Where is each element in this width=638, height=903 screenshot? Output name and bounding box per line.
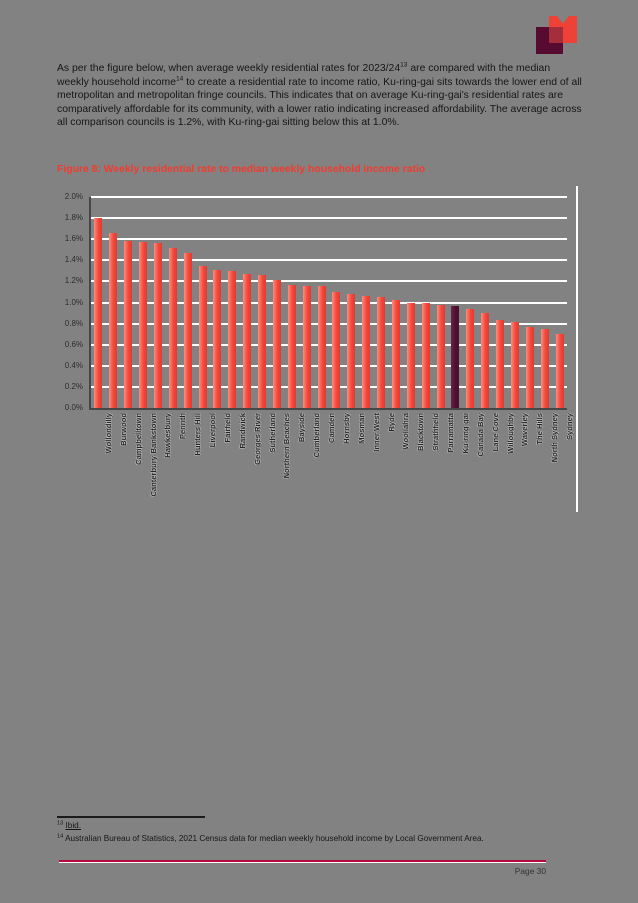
footnote-ref-13: 13: [400, 61, 408, 69]
chart-bar-ku-ring-gai: [451, 306, 459, 408]
chart-bar-parramatta: [437, 305, 445, 408]
gridline: [91, 259, 567, 261]
x-axis-tick-label: Wollondilly: [103, 413, 113, 454]
chart-bar-penrith: [169, 248, 177, 408]
chart-bar-bayside: [288, 285, 296, 408]
x-axis-tick-label: Sydney: [565, 413, 575, 441]
y-axis-tick-label: 0.4%: [64, 360, 83, 370]
x-axis-tick-label: Willoughby: [505, 413, 515, 454]
chart-bar-north-sydney: [541, 329, 549, 408]
x-axis-tick-label: Mosman: [356, 413, 366, 444]
chart-bar-fairfield: [213, 270, 221, 408]
x-axis-tick-label: Burwood: [118, 413, 128, 446]
chart-bar-burwood: [109, 233, 117, 408]
footnote-13-link[interactable]: Ibid.: [65, 821, 81, 830]
chart-bar-inner-west: [362, 296, 370, 408]
chart-bar-wollondilly: [94, 218, 102, 408]
chart-bar-randwick: [228, 271, 236, 408]
x-axis-tick-label: Woollahra: [401, 413, 411, 450]
chart-bar-sydney: [556, 334, 564, 408]
y-axis-tick-label: 1.8%: [64, 213, 83, 223]
page-number: Page 30: [514, 866, 546, 876]
x-axis-tick-label: Camden: [327, 413, 337, 443]
x-axis-tick-label: Inner West: [371, 413, 381, 452]
x-axis-tick-label: Blacktown: [416, 413, 426, 451]
chart-bar-campbelltown: [124, 241, 132, 408]
x-axis-tick-label: Penrith: [178, 413, 188, 440]
chart-bar-woollahra: [392, 300, 400, 408]
y-axis-tick-label: 0.2%: [64, 381, 83, 391]
footnote-14-text: Australian Bureau of Statistics, 2021 Census data for median weekly household income by Local Government Area.: [65, 833, 484, 843]
x-axis-tick-label: Liverpool: [208, 413, 218, 448]
x-axis-tick-label: Strathfield: [431, 413, 441, 451]
x-axis-tick-label: Northern Beaches: [282, 413, 292, 479]
chart-bar-strathfield: [422, 303, 430, 409]
x-axis-tick-label: Canada Bay: [475, 413, 485, 457]
chart-bar-cumberland: [303, 286, 311, 408]
bar-chart: [57, 190, 580, 524]
chart-plot-area: [64, 192, 575, 497]
x-axis-tick-label: Lane Cove: [490, 413, 500, 452]
x-axis-tick-label: Hawkesbury: [163, 413, 173, 458]
x-axis-tick-label: Hunters Hill: [193, 413, 203, 456]
y-axis-tick-label: 1.2%: [64, 276, 83, 286]
y-axis-tick-label: 1.6%: [64, 234, 83, 244]
x-axis-tick-label: Bayside: [297, 413, 307, 443]
chart-bar-the-hills: [526, 327, 534, 408]
intro-text-3: to create a residential rate to income ratio, Ku-ring-gai sits towards the lower end of all metropolitan and metropolitan fringe councils. This indicates that on average Ku-ring-gai's residential rates are comparatively affordable for its community, with a lower ratio indicating increased affordability. The average across all comparison councils is 1.2%, with Ku-ring-gai sitting below this at 1.0%.: [57, 76, 582, 129]
chart-bar-sutherland: [258, 275, 266, 408]
x-axis-tick-label: Fairfield: [222, 413, 232, 443]
footnote-14-marker: 14: [57, 833, 64, 840]
gridline: [91, 217, 567, 219]
x-axis-tick-label: Canterbury-Bankstown: [148, 413, 158, 497]
gridline: [91, 302, 567, 304]
x-axis-tick-label: North Sydney: [550, 413, 560, 463]
council-logo: [536, 16, 578, 55]
y-axis-tick-label: 0.8%: [64, 318, 83, 328]
gridline: [91, 238, 567, 240]
intro-text-1: As per the figure below, when average weekly residential rates for 2023/24: [57, 63, 401, 74]
footnotes: [57, 820, 584, 846]
x-axis-tick-label: Georges River: [252, 413, 262, 465]
chart-bar-hornsby: [332, 292, 340, 408]
x-axis-tick-label: Parramatta: [446, 413, 456, 453]
gridline: [91, 280, 567, 282]
chart-bar-lane-cove: [481, 313, 489, 408]
x-axis-tick-label: Hornsby: [341, 413, 351, 444]
x-axis-tick-label: Waverley: [520, 413, 530, 447]
footer-rule: [59, 860, 546, 863]
chart-bar-blacktown: [407, 303, 415, 409]
chart-bar-georges-river: [243, 274, 251, 408]
chart-right-border: [576, 186, 578, 512]
x-axis-tick-label: Cumberland: [312, 413, 322, 458]
chart-bar-hawkesbury: [154, 243, 162, 408]
chart-bar-waverley: [511, 322, 519, 409]
chart-bar-willoughby: [496, 320, 504, 408]
y-axis-tick-label: 0.0%: [64, 403, 83, 412]
gridline: [91, 196, 567, 198]
footnote-13-marker: 13: [57, 820, 64, 827]
chart-bar-canada-bay: [466, 309, 474, 408]
x-axis-tick-label: Campbelltown: [133, 413, 143, 465]
figure-caption: Figure 8: Weekly residential rate to median weekly household income ratio: [57, 164, 426, 175]
intro-text-2: are compared with the median weekly household income: [57, 63, 551, 88]
x-axis-tick-label: The Hills: [535, 413, 545, 445]
logo-squares-icon: [536, 16, 578, 55]
chart-bar-hunters-hill: [184, 253, 192, 408]
chart-bar-canterbury-bankstown: [139, 242, 147, 408]
footnote-ref-14: 14: [176, 75, 184, 83]
chart-bar-camden: [318, 286, 326, 408]
footnote-13: [57, 820, 584, 833]
x-axis-tick-label: Sutherland: [267, 413, 277, 453]
x-axis-tick-label: Randwick: [237, 413, 247, 449]
footnote-14: [57, 833, 584, 846]
footnote-separator: [57, 816, 205, 818]
x-axis-tick-label: Ryde: [386, 413, 396, 432]
intro-paragraph: [57, 62, 584, 130]
y-axis-tick-label: 1.0%: [64, 297, 83, 307]
chart-bar-ryde: [377, 297, 385, 408]
chart-bar-mosman: [347, 294, 355, 408]
chart-bar-liverpool: [199, 266, 207, 408]
y-axis-tick-label: 0.6%: [64, 339, 83, 349]
y-axis-tick-label: 1.4%: [64, 255, 83, 265]
y-axis-tick-label: 2.0%: [64, 192, 83, 201]
x-axis-tick-label: Ku-ring-gai: [460, 413, 470, 454]
chart-bar-northern-beaches: [273, 280, 281, 408]
